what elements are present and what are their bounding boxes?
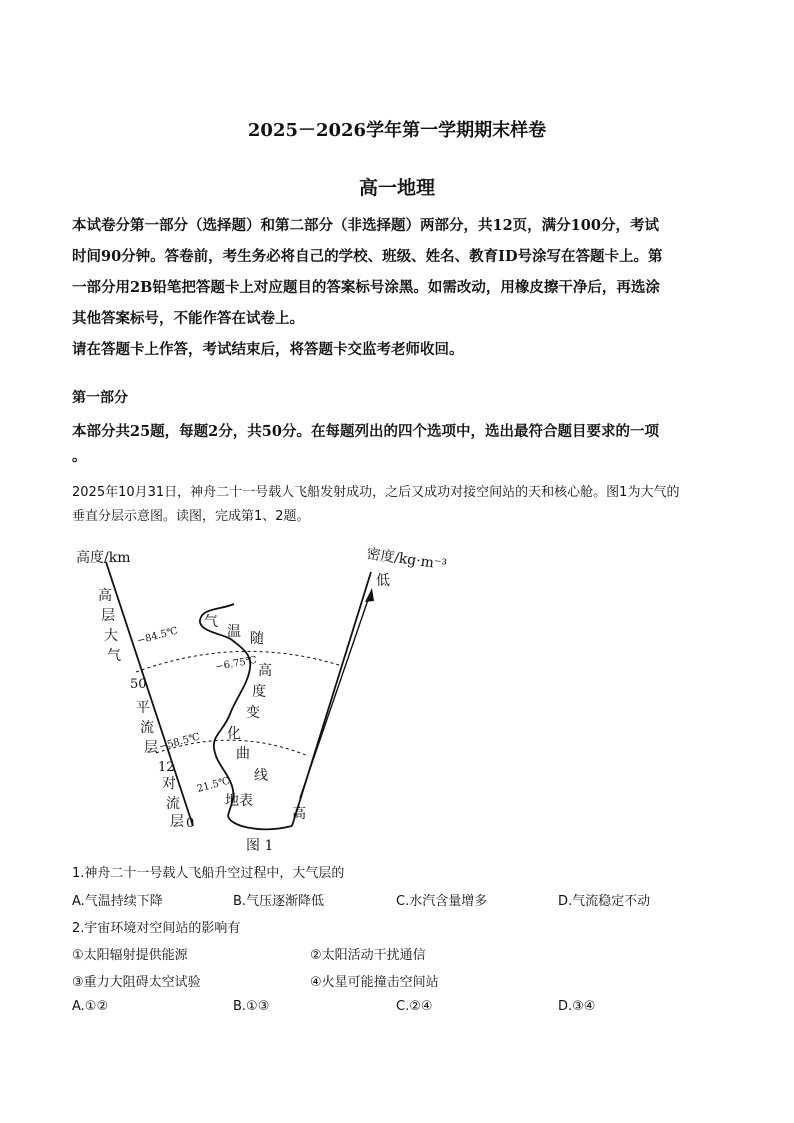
layer-tropo-char: 流 [166,796,180,812]
passage-line: 垂直分层示意图。读图，完成第1、2题。 [72,509,310,524]
q2-option-a: A.①② [72,999,109,1014]
instructions-line: 一部分用2B铅笔把答题卡上对应题目的答案标号涂黑。如需改动，用橡皮擦干净后，再选涂 [72,279,660,296]
q1-option-b: B.气压逐渐降低 [233,894,325,909]
q2-option-b: B.①③ [233,999,270,1014]
curve-label-char: 曲 [236,746,250,762]
layer-upper-char: 层 [101,608,115,624]
curve-label-char: 变 [246,705,260,721]
temp-label-top: −84.5℃ [135,625,180,647]
instructions-line: 本试卷分第一部分（选择题）和第二部分（非选择题）两部分，共12页，满分100分，考试 [72,217,659,234]
layer-tropo-char: 对 [162,776,176,792]
exam-title: 2025－2026学年第一学期期末样卷 [247,120,547,141]
curve-label-char: 随 [250,631,264,647]
q2-option-d: D.③④ [558,999,596,1014]
q2-item-1: ①太阳辐射提供能源 [72,948,188,963]
curve-label-char: 气 [204,614,218,630]
layer-tropo-char: 层 [170,814,184,830]
density-low-label: 低 [376,573,390,589]
q2-option-c: C.②④ [396,999,433,1014]
curve-label-char: 线 [254,768,268,784]
layer-upper-char: 大 [104,628,118,644]
temp-label-stratopause: −6.75℃ [214,654,258,673]
instructions-line: 请在答题卡上作答，考试结束后，将答题卡交监考老师收回。 [72,341,464,358]
density-axis-title: 密度/kg·m⁻³ [365,546,448,574]
curve-label-char: 度 [252,684,266,700]
section-desc-line: 。 [72,448,87,465]
passage [72,481,732,529]
figure-caption: 图 1 [246,838,274,854]
q1-option-a: A.气温持续下降 [72,894,163,909]
q2-item-3: ③重力大阻碍太空试验 [72,975,201,990]
surface-label: 地表 [225,793,253,809]
layer-strat-char: 层 [144,740,158,756]
instructions-line: 其他答案标号，不能作答在试卷上。 [72,310,304,327]
height-axis-title: 高度/km [76,550,131,566]
layer-upper-char: 气 [107,648,121,664]
tick-12: 12 [158,760,175,775]
layer-upper-char: 高 [98,588,112,604]
section-desc-line: 本部分共25题，每题2分，共50分。在每题列出的四个选项中，选出最符合题目要求的一项 [72,423,659,440]
temp-label-tropopause: −58.5℃ [157,731,202,753]
tick-0: 0 [186,816,195,831]
section-description [72,416,724,467]
layer-strat-char: 平 [136,700,150,716]
question-2-stem: 2.宇宙环境对空间站的影响有 [72,921,241,936]
density-high-label: 高 [292,806,306,822]
tick-50: 50 [130,677,147,692]
passage-line: 2025年10月31日，神舟二十一号载人飞船发射成功，之后又成功对接空间站的天和核心舱。图1为大气的 [72,485,680,500]
q2-item-2: ②太阳活动干扰通信 [310,948,426,963]
q1-option-d: D.气流稳定不动 [558,894,651,909]
q1-option-c: C.水汽含量增多 [396,894,488,909]
question-1-stem: 1.神舟二十一号载人飞船升空过程中，大气层的 [72,866,345,881]
height-axis [106,562,193,826]
instructions-line: 时间90分钟。答卷前，考生务必将自己的学校、班级、姓名、教育ID号涂写在答题卡上。第 [72,248,663,265]
curve-label-char: 温 [227,624,241,640]
curve-label-char: 化 [227,726,241,742]
section-heading: 第一部分 [72,390,128,406]
layer-strat-char: 流 [140,720,154,736]
curve-label-char: 高 [258,663,272,679]
density-arrow [300,594,370,798]
temp-label-surface: 21.5℃ [195,775,232,795]
instructions [72,210,724,365]
arrow-head-icon [365,588,374,602]
q2-item-4: ④火星可能撞击空间站 [310,975,439,990]
atmosphere-layer-diagram [60,536,480,856]
exam-subtitle: 高一地理 [358,177,435,199]
